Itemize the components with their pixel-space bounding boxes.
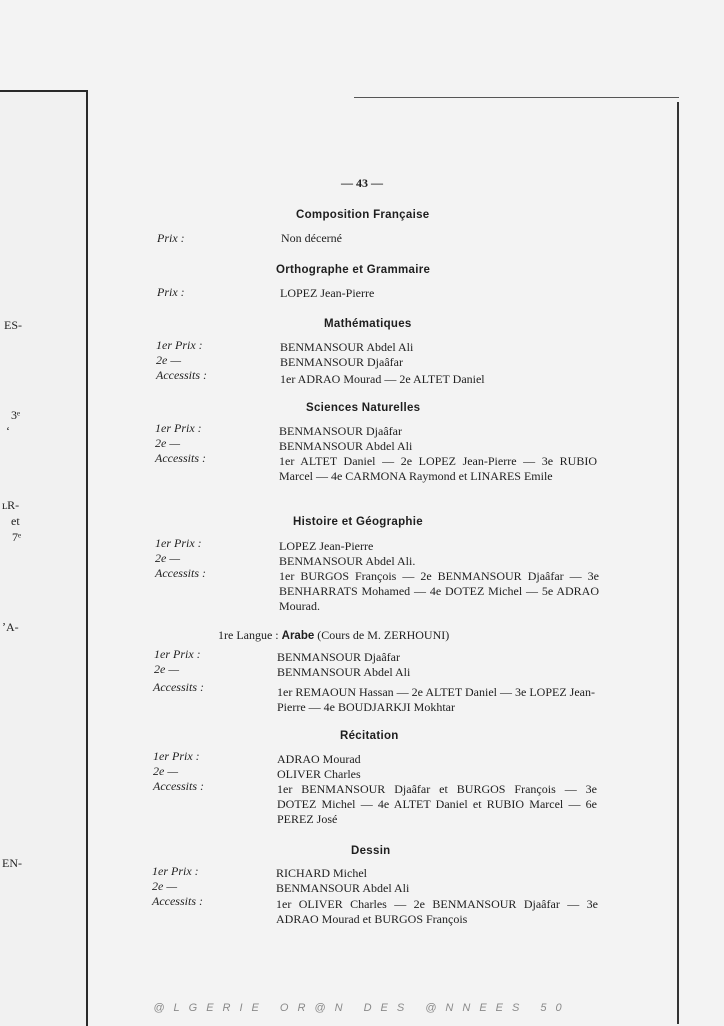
section-heading: Mathématiques [324, 318, 412, 330]
previous-page-edge [0, 90, 88, 1026]
first-prize-label: 1er Prix : [155, 536, 202, 550]
section-heading: Arabe [281, 630, 315, 642]
first-prize-label: 1er Prix : [155, 421, 202, 435]
second-prize-value: BENMANSOUR Djaâfar [280, 355, 403, 369]
prize-value: Non décerné [281, 231, 342, 245]
page-top-edge [354, 97, 679, 98]
second-prize-label: 2e — [152, 879, 177, 893]
second-prize-label: 2e — [156, 353, 181, 367]
accessits-label: Accessits : [152, 894, 203, 908]
second-prize-value: BENMANSOUR Abdel Ali [277, 665, 411, 679]
section-heading: Sciences Naturelles [306, 402, 421, 414]
section-heading: Histoire et Géographie [293, 516, 423, 528]
margin-fragment: EN- [2, 856, 22, 870]
first-prize-label: 1er Prix : [153, 749, 200, 763]
section-heading: Orthographe et Grammaire [276, 264, 431, 276]
accessits-value: 1er BENMANSOUR Djaâfar et BURGOS François — 3e DOTEZ Michel — 4e ALTET Daniel et RUBIO Marcel — 6e PEREZ José [277, 782, 597, 826]
margin-fragment: 3ᵉ [11, 408, 21, 422]
section-heading: Composition Française [296, 209, 430, 221]
margin-fragment: ES- [4, 318, 22, 332]
watermark-footer: @LGERIE OR@N DES @NNEES 50 [153, 1002, 571, 1014]
accessits-label: Accessits : [153, 779, 204, 793]
page-right-edge [677, 102, 679, 1024]
accessits-value: 1er ADRAO Mourad — 2e ALTET Daniel [280, 372, 485, 386]
first-prize-value: BENMANSOUR Djaâfar [279, 424, 402, 438]
accessits-label: Accessits : [156, 368, 207, 382]
margin-fragment: ʟR- [2, 498, 20, 512]
first-prize-value: LOPEZ Jean-Pierre [279, 539, 374, 553]
second-prize-value: BENMANSOUR Abdel Ali [279, 439, 413, 453]
accessits-value: 1er ALTET Daniel — 2e LOPEZ Jean-Pierre — 3e RUBIO Marcel — 4e CARMONA Raymond et LINARES Emile [279, 454, 597, 483]
first-prize-label: 1er Prix : [156, 338, 203, 352]
accessits-label: Accessits : [155, 566, 206, 580]
language-course-note: (Cours de M. ZERHOUNI) [317, 628, 450, 642]
first-prize-label: 1er Prix : [154, 647, 201, 661]
second-prize-label: 2e — [153, 764, 178, 778]
accessits-value: 1er OLIVER Charles — 2e BENMANSOUR Djaâfar — 3e ADRAO Mourad et BURGOS François [276, 897, 598, 926]
accessits-label: Accessits : [153, 680, 204, 694]
margin-fragment: 7ᵉ [12, 530, 22, 544]
prize-value: LOPEZ Jean-Pierre [280, 286, 375, 300]
first-prize-label: 1er Prix : [152, 864, 199, 878]
accessits-value: 1er REMAOUN Hassan — 2e ALTET Daniel — 3e LOPEZ Jean-Pierre — 4e BOUDJARKJI Mokhtar [277, 685, 595, 714]
second-prize-value: BENMANSOUR Abdel Ali [276, 881, 410, 895]
first-prize-value: ADRAO Mourad [277, 752, 361, 766]
accessits-label: Accessits : [155, 451, 206, 465]
second-prize-value: OLIVER Charles [277, 767, 361, 781]
second-prize-label: 2e — [155, 551, 180, 565]
margin-fragment: ʻ [6, 424, 10, 438]
section-heading: Dessin [351, 845, 391, 857]
language-heading [218, 628, 449, 643]
prize-label: Prix : [157, 285, 185, 299]
first-prize-value: BENMANSOUR Djaâfar [277, 650, 400, 664]
prize-label: Prix : [157, 231, 185, 245]
section-heading: Récitation [340, 730, 399, 742]
page-number: — 43 — [341, 176, 383, 190]
second-prize-value: BENMANSOUR Abdel Ali. [279, 554, 416, 568]
accessits-value: 1er BURGOS François — 2e BENMANSOUR Djaâfar — 3e BENHARRATS Mohamed — 4e DOTEZ Michel — 5e ADRAO Mourad. [279, 569, 599, 613]
second-prize-label: 2e — [154, 662, 179, 676]
margin-fragment: ʼA- [2, 620, 19, 634]
second-prize-label: 2e — [155, 436, 180, 450]
first-prize-value: RICHARD Michel [276, 866, 367, 880]
margin-fragment: et [11, 514, 20, 528]
first-prize-value: BENMANSOUR Abdel Ali [280, 340, 414, 354]
language-prefix: 1re Langue : [218, 628, 279, 642]
